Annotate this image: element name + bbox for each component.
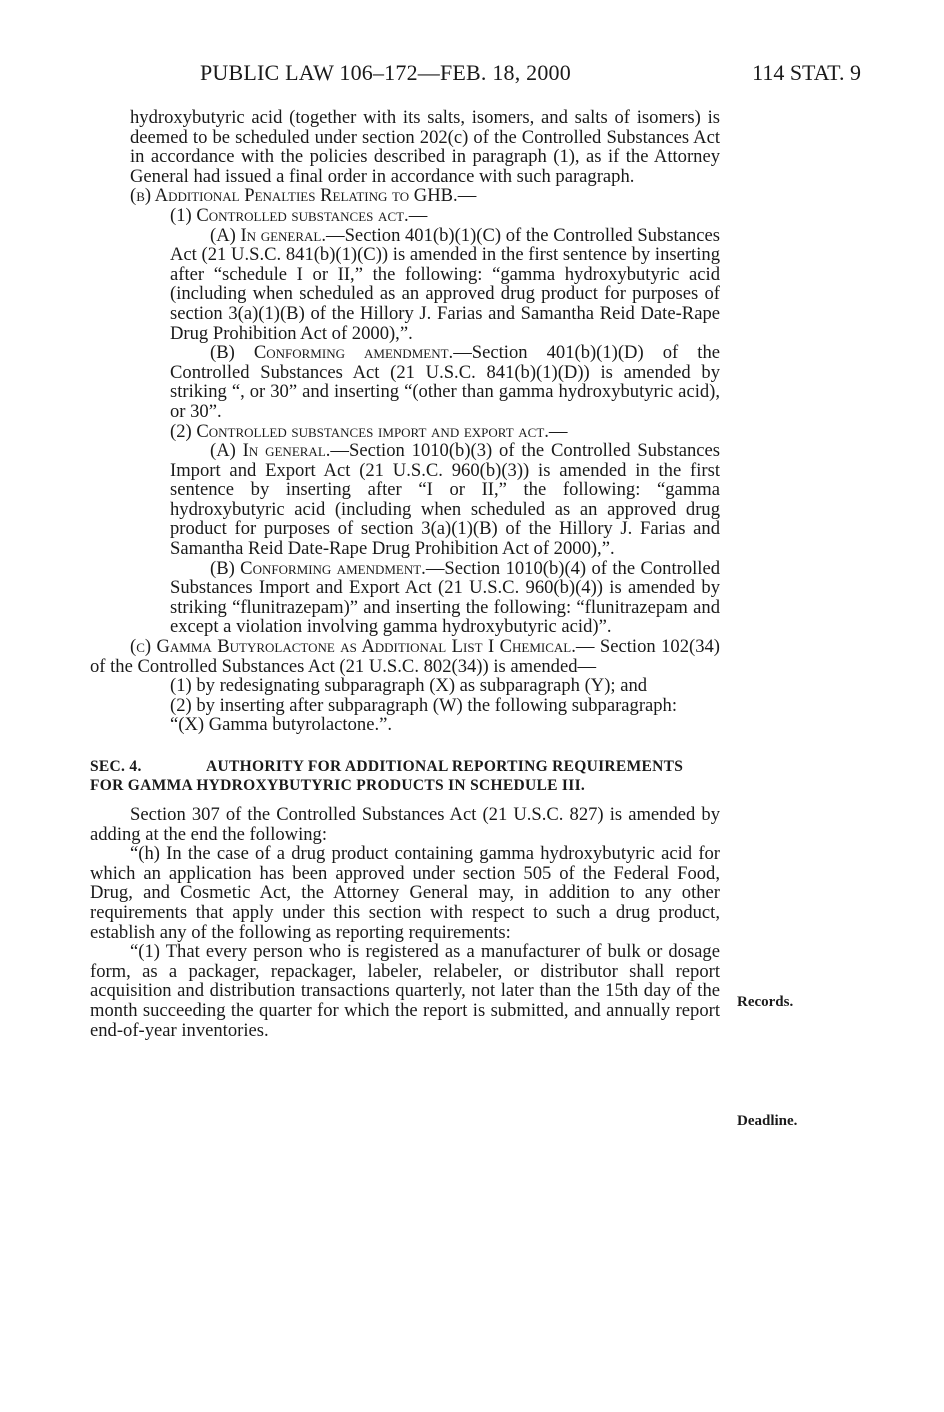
subparagraph-b2A — [90, 441, 720, 559]
subsection-b-heading: (b) Additional Penalties Relating to GHB.— — [130, 185, 477, 207]
subparagraph-text: —Section 1010(b)(4) of the Controlled Substances Import and Export Act (21 U.S.C. 960(b)(4)) is amended by striking “flunitrazepam)” and inserting the following: “flunitrazepam and except a violation involving gamma hydroxybutyric acid)”. — [170, 557, 720, 638]
subparagraph-text: —Section 401(b)(1)(D) of the Controlled Substances Act (21 U.S.C. 841(b)(1)(D)) is amended by striking “, or 30” and inserting “(other than gamma hydroxybutyric acid), or 30”. — [170, 342, 720, 422]
paragraph-c1: (1) by redesignating subparagraph (X) as subparagraph (Y); and — [170, 675, 648, 697]
paragraph-continuation: hydroxybutyric acid (together with its salts, isomers, and salts of isomers) is deemed to be scheduled under section 202(c) of the Controlled Substances Act in accordance with the policies described in paragraph (1), as if the Attorney General had issued a final order in accordance with such paragraph. — [130, 107, 720, 187]
margin-note-records: Records. — [737, 994, 794, 1010]
margin-note-deadline: Deadline. — [737, 1113, 798, 1129]
subparagraph-text: —Section 401(b)(1)(C) of the Controlled Substances Act (21 U.S.C. 841(b)(1)(C)) is amended in the first sentence by inserting after “schedule I or II,” the following: “gamma hydroxybutyric acid (including when scheduled as an approved drug product for purposes of section 3(a)(1)(B) of the Hillory J. Farias and Samantha Reid Date-Rape Drug Prohibition Act of 2000),”. — [170, 224, 721, 344]
subparagraph-lead: (A) In general. — [210, 440, 331, 462]
subsection-c — [90, 637, 720, 676]
section-4-intro: Section 307 of the Controlled Substances Act (21 U.S.C. 827) is amended by adding at the end the following: — [90, 804, 720, 845]
paragraph-b2-heading: (2) Controlled substances import and export act.— — [170, 420, 568, 442]
section-4-heading — [90, 757, 720, 795]
paragraph-b1-heading: (1) Controlled substances act.— — [170, 204, 428, 226]
subparagraph-b1B — [90, 343, 720, 421]
subparagraph-lead: (A) In general. — [210, 224, 326, 246]
subparagraph-text: —Section 1010(b)(3) of the Controlled Substances Import and Export Act (21 U.S.C. 960(b)(3)) is amended in the first sentence by inserting after “I or II,” the following: “gamma hydroxybutyric acid (including when scheduled as an approved drug product for purposes of section 3(a)(1)(B) of the Hillory J. Farias and Samantha Reid Date-Rape Drug Prohibition Act of 2000),”. — [170, 440, 720, 560]
subsection-c-text: Section 102(34) of the Controlled Substances Act (21 U.S.C. 802(34)) is amended— — [90, 636, 721, 677]
body-text — [90, 108, 720, 1040]
subsection-c-heading: (c) Gamma Butyrolactone as Additional List I Chemical.— — [130, 636, 595, 658]
subparagraph-lead: (B) Conforming amendment. — [210, 342, 454, 364]
paragraph-h1: “(1) That every person who is registered as a manufacturer of bulk or dosage form, as a packager, repackager, labeler, relabeler, or distributor shall report acquisition and distribution transactions quarterly, not later than the 15th day of the month succeeding the quarter for which the report is submitted, and annually report end-of-year inventories. — [90, 941, 720, 1041]
running-header: PUBLIC LAW 106–172—FEB. 18, 2000 — [200, 60, 571, 85]
quoted-subparagraph: “(X) Gamma butyrolactone.”. — [170, 714, 392, 736]
subparagraph-b1A — [90, 226, 720, 344]
subparagraph-lead: (B) Conforming amendment. — [210, 557, 426, 579]
subparagraph-b2B — [90, 559, 720, 637]
paragraph-c2: (2) by inserting after subparagraph (W) the following subparagraph: — [170, 694, 678, 716]
section-title: AUTHORITY FOR ADDITIONAL REPORTING REQUIREMENTS FOR GAMMA HYDROXYBUTYRIC PRODUCTS IN SCHEDULE III. — [90, 758, 684, 794]
statute-page-number: 114 STAT. 9 — [752, 60, 861, 85]
section-number: SEC. 4. — [90, 758, 142, 775]
subsection-h: “(h) In the case of a drug product containing gamma hydroxybutyric acid for which an application has been approved under section 505 of the Federal Food, Drug, and Cosmetic Act, the Attorney General may, in addition to any other requirements that apply under this section with respect to such a drug product, establish any of the following as reporting requirements: — [90, 843, 720, 943]
